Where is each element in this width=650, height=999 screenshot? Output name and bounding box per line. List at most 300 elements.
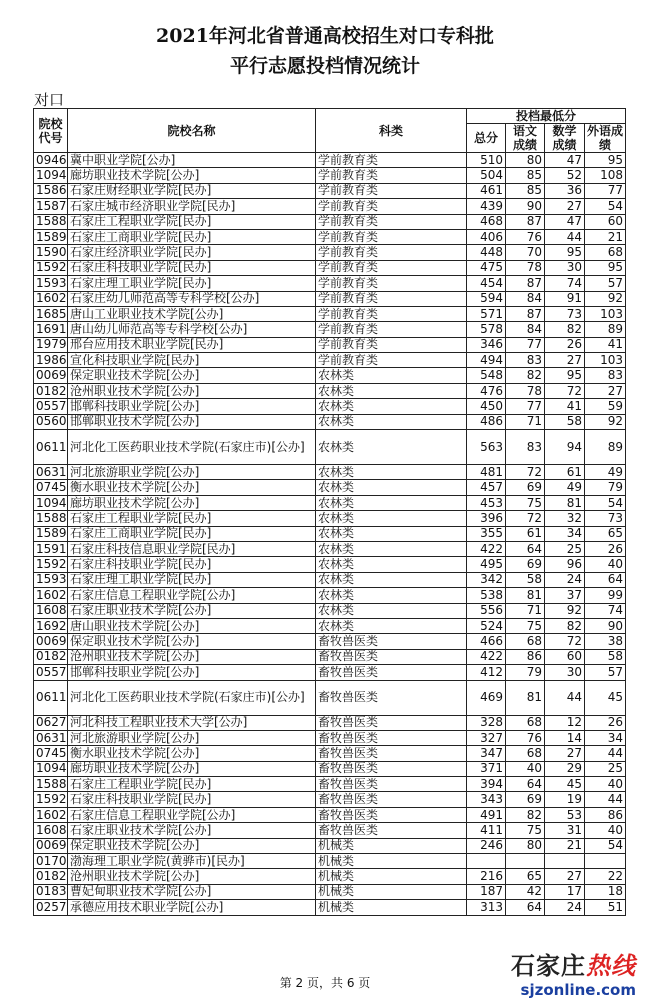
cell-chinese: 72	[506, 511, 545, 526]
cell-math: 44	[545, 680, 585, 715]
cell-chinese: 68	[506, 746, 545, 761]
cell-category: 学前教育类	[316, 337, 467, 352]
cell-chinese: 65	[506, 869, 545, 884]
table-row	[34, 665, 626, 680]
cell-chinese: 82	[506, 368, 545, 383]
cell-total: 486	[467, 414, 506, 429]
cell-foreign: 95	[585, 260, 626, 275]
cell-foreign: 89	[585, 430, 626, 465]
table-row	[34, 399, 626, 414]
cell-code: 0182	[34, 383, 68, 398]
cell-foreign	[585, 854, 626, 869]
cell-total: 411	[467, 823, 506, 838]
cell-foreign: 59	[585, 399, 626, 414]
cell-school-name: 石家庄工程职业学院[民办]	[68, 777, 316, 792]
cell-code: 1094	[34, 495, 68, 510]
cell-chinese: 81	[506, 680, 545, 715]
page-title: 2021年河北省普通高校招生对口专科批	[156, 25, 494, 47]
cell-code: 1602	[34, 807, 68, 822]
cell-math: 30	[545, 260, 585, 275]
cell-foreign: 18	[585, 884, 626, 899]
cell-school-name: 石家庄财经职业学院[民办]	[68, 183, 316, 198]
cell-total: 327	[467, 730, 506, 745]
cell-category: 畜牧兽医类	[316, 823, 467, 838]
table-row	[34, 414, 626, 429]
cell-math: 92	[545, 603, 585, 618]
cell-chinese: 87	[506, 276, 545, 291]
cell-code: 1592	[34, 792, 68, 807]
cell-foreign: 26	[585, 541, 626, 556]
cell-school-name: 衡水职业技术学院[公办]	[68, 480, 316, 495]
table-row	[34, 761, 626, 776]
cell-school-name: 石家庄工程职业学院[民办]	[68, 511, 316, 526]
cell-school-name: 石家庄职业技术学院[公办]	[68, 603, 316, 618]
cell-foreign: 64	[585, 572, 626, 587]
cell-code: 0170	[34, 854, 68, 869]
cell-total: 347	[467, 746, 506, 761]
cell-total: 355	[467, 526, 506, 541]
cell-category: 畜牧兽医类	[316, 792, 467, 807]
cell-category: 农林类	[316, 414, 467, 429]
cell-foreign: 60	[585, 214, 626, 229]
cell-chinese: 81	[506, 588, 545, 603]
cell-category: 农林类	[316, 588, 467, 603]
cell-math: 27	[545, 869, 585, 884]
cell-math: 58	[545, 414, 585, 429]
cell-foreign: 40	[585, 777, 626, 792]
header-chinese: 语文成绩	[506, 124, 545, 153]
cell-total: 371	[467, 761, 506, 776]
cell-school-name: 河北化工医药职业技术学院(石家庄市)[公办]	[68, 680, 316, 715]
cell-school-name: 石家庄幼儿师范高等专科学校[公办]	[68, 291, 316, 306]
cell-code: 1593	[34, 276, 68, 291]
cell-total: 461	[467, 183, 506, 198]
cell-foreign: 68	[585, 245, 626, 260]
cell-school-name: 石家庄理工职业学院[民办]	[68, 572, 316, 587]
cell-school-name: 渤海理工职业学院(黄骅市)[民办]	[68, 854, 316, 869]
cell-code: 1590	[34, 245, 68, 260]
cell-code: 1588	[34, 214, 68, 229]
table-row	[34, 465, 626, 480]
cell-chinese: 75	[506, 495, 545, 510]
cell-math: 96	[545, 557, 585, 572]
cell-category: 学前教育类	[316, 245, 467, 260]
cell-total: 216	[467, 869, 506, 884]
cell-code: 1586	[34, 183, 68, 198]
cell-category: 畜牧兽医类	[316, 665, 467, 680]
cell-school-name: 河北科技工程职业技术大学[公办]	[68, 715, 316, 730]
cell-chinese: 75	[506, 618, 545, 633]
cell-total: 481	[467, 465, 506, 480]
cell-foreign: 74	[585, 603, 626, 618]
cell-foreign: 90	[585, 618, 626, 633]
cell-category: 学前教育类	[316, 353, 467, 368]
cell-math: 95	[545, 368, 585, 383]
cell-category: 学前教育类	[316, 199, 467, 214]
cell-math: 37	[545, 588, 585, 603]
cell-total: 422	[467, 649, 506, 664]
cell-category: 畜牧兽医类	[316, 730, 467, 745]
cell-foreign: 65	[585, 526, 626, 541]
cell-category: 畜牧兽医类	[316, 761, 467, 776]
cell-math: 41	[545, 399, 585, 414]
table-row	[34, 480, 626, 495]
cell-foreign: 26	[585, 715, 626, 730]
cell-category: 学前教育类	[316, 183, 467, 198]
cell-code: 1588	[34, 511, 68, 526]
table-row	[34, 511, 626, 526]
table-row	[34, 588, 626, 603]
page-subtitle: 平行志愿投档情况统计	[229, 55, 420, 77]
cell-school-name: 石家庄理工职业学院[民办]	[68, 276, 316, 291]
cell-chinese: 61	[506, 526, 545, 541]
cell-total: 343	[467, 792, 506, 807]
cell-total: 469	[467, 680, 506, 715]
table-row	[34, 680, 626, 715]
cell-chinese: 76	[506, 229, 545, 244]
cell-school-name: 石家庄科技信息职业学院[民办]	[68, 541, 316, 556]
table-row	[34, 245, 626, 260]
cell-total: 448	[467, 245, 506, 260]
cell-math: 82	[545, 618, 585, 633]
cell-category: 畜牧兽医类	[316, 680, 467, 715]
cell-chinese: 71	[506, 603, 545, 618]
cell-foreign: 38	[585, 634, 626, 649]
cell-total: 394	[467, 777, 506, 792]
table-row	[34, 792, 626, 807]
cell-foreign: 86	[585, 807, 626, 822]
cell-total: 454	[467, 276, 506, 291]
cell-math: 82	[545, 322, 585, 337]
cell-code: 0631	[34, 465, 68, 480]
cell-category: 机械类	[316, 838, 467, 853]
table-row	[34, 368, 626, 383]
cell-math: 25	[545, 541, 585, 556]
cell-chinese: 77	[506, 399, 545, 414]
cell-math: 72	[545, 634, 585, 649]
cell-code: 0183	[34, 884, 68, 899]
cell-chinese: 71	[506, 414, 545, 429]
cell-code: 0069	[34, 838, 68, 853]
cell-chinese: 85	[506, 168, 545, 183]
cell-category: 学前教育类	[316, 168, 467, 183]
table-row	[34, 260, 626, 275]
header-code: 院校代号	[34, 109, 68, 153]
cell-math: 91	[545, 291, 585, 306]
cell-total: 571	[467, 306, 506, 321]
cell-chinese: 69	[506, 480, 545, 495]
cell-total: 578	[467, 322, 506, 337]
cell-total: 450	[467, 399, 506, 414]
cell-chinese: 58	[506, 572, 545, 587]
cell-school-name: 沧州职业技术学院[公办]	[68, 649, 316, 664]
cell-chinese: 78	[506, 260, 545, 275]
watermark-logo	[511, 946, 636, 999]
table-row	[34, 153, 626, 168]
cell-chinese: 75	[506, 823, 545, 838]
cell-category: 学前教育类	[316, 306, 467, 321]
cell-category: 畜牧兽医类	[316, 746, 467, 761]
cell-math: 95	[545, 245, 585, 260]
cell-code: 1587	[34, 199, 68, 214]
cell-school-name: 承德应用技术职业学院[公办]	[68, 900, 316, 915]
cell-foreign: 77	[585, 183, 626, 198]
cell-foreign: 41	[585, 337, 626, 352]
cell-chinese	[506, 854, 545, 869]
cell-math: 74	[545, 276, 585, 291]
cell-school-name: 衡水职业技术学院[公办]	[68, 746, 316, 761]
cell-chinese: 84	[506, 291, 545, 306]
cell-total: 396	[467, 511, 506, 526]
cell-category: 农林类	[316, 495, 467, 510]
cell-school-name: 唐山工业职业技术学院[公办]	[68, 306, 316, 321]
cell-school-name: 石家庄科技职业学院[民办]	[68, 260, 316, 275]
cell-foreign: 34	[585, 730, 626, 745]
cell-category: 学前教育类	[316, 214, 467, 229]
table-row	[34, 603, 626, 618]
cell-category: 农林类	[316, 603, 467, 618]
cell-school-name: 石家庄工程职业学院[民办]	[68, 214, 316, 229]
cell-chinese: 64	[506, 541, 545, 556]
cell-code: 0745	[34, 746, 68, 761]
cell-chinese: 87	[506, 306, 545, 321]
cell-foreign: 54	[585, 495, 626, 510]
cell-total: 422	[467, 541, 506, 556]
cell-total: 412	[467, 665, 506, 680]
cell-chinese: 64	[506, 777, 545, 792]
cell-math: 14	[545, 730, 585, 745]
cell-foreign: 44	[585, 792, 626, 807]
cell-code: 1589	[34, 526, 68, 541]
cell-code: 1591	[34, 541, 68, 556]
cell-chinese: 68	[506, 634, 545, 649]
cell-total: 406	[467, 229, 506, 244]
page-footer: 第 2 页，共 6 页	[279, 976, 371, 990]
cell-total: 475	[467, 260, 506, 275]
table-row	[34, 838, 626, 853]
cell-code: 1602	[34, 291, 68, 306]
cell-math: 47	[545, 153, 585, 168]
cell-chinese: 84	[506, 322, 545, 337]
cell-code: 1685	[34, 306, 68, 321]
table-row	[34, 353, 626, 368]
cell-category: 机械类	[316, 900, 467, 915]
table-row	[34, 541, 626, 556]
cell-chinese: 80	[506, 838, 545, 853]
cell-foreign: 57	[585, 276, 626, 291]
header-foreign: 外语成绩	[585, 124, 626, 153]
cell-foreign: 21	[585, 229, 626, 244]
header-type: 科类	[316, 109, 467, 153]
cell-foreign: 73	[585, 511, 626, 526]
cell-code: 1608	[34, 603, 68, 618]
cell-code: 0069	[34, 368, 68, 383]
cell-foreign: 58	[585, 649, 626, 664]
cell-school-name: 沧州职业技术学院[公办]	[68, 383, 316, 398]
cell-total: 468	[467, 214, 506, 229]
header-total: 总分	[467, 124, 506, 153]
table-row	[34, 884, 626, 899]
cell-foreign: 83	[585, 368, 626, 383]
cell-code: 0745	[34, 480, 68, 495]
cell-chinese: 80	[506, 153, 545, 168]
cell-school-name: 廊坊职业技术学院[公办]	[68, 495, 316, 510]
table-row	[34, 383, 626, 398]
cell-category: 农林类	[316, 618, 467, 633]
cell-code: 0611	[34, 680, 68, 715]
cell-category: 农林类	[316, 511, 467, 526]
table-row	[34, 430, 626, 465]
cell-chinese: 82	[506, 807, 545, 822]
cell-total: 439	[467, 199, 506, 214]
cell-foreign: 22	[585, 869, 626, 884]
table-row	[34, 715, 626, 730]
cell-code: 0631	[34, 730, 68, 745]
cell-chinese: 77	[506, 337, 545, 352]
table-row	[34, 807, 626, 822]
cell-school-name: 保定职业技术学院[公办]	[68, 634, 316, 649]
cell-total: 313	[467, 900, 506, 915]
cell-math: 53	[545, 807, 585, 822]
cell-foreign: 89	[585, 322, 626, 337]
cell-chinese: 76	[506, 730, 545, 745]
cell-math: 72	[545, 383, 585, 398]
cell-category: 机械类	[316, 884, 467, 899]
cell-chinese: 87	[506, 214, 545, 229]
cell-total: 504	[467, 168, 506, 183]
cell-category: 畜牧兽医类	[316, 649, 467, 664]
cell-category: 机械类	[316, 869, 467, 884]
cell-chinese: 64	[506, 900, 545, 915]
cell-school-name: 石家庄工商职业学院[民办]	[68, 229, 316, 244]
cell-code: 0557	[34, 399, 68, 414]
cell-math: 45	[545, 777, 585, 792]
cell-category: 农林类	[316, 541, 467, 556]
cell-foreign: 103	[585, 353, 626, 368]
cell-foreign: 54	[585, 199, 626, 214]
cell-chinese: 68	[506, 715, 545, 730]
cell-code: 1602	[34, 588, 68, 603]
cell-code: 0560	[34, 414, 68, 429]
section-label: 对口	[34, 91, 65, 109]
cell-math: 27	[545, 199, 585, 214]
cell-math	[545, 854, 585, 869]
cell-school-name: 冀中职业学院[公办]	[68, 153, 316, 168]
cell-total: 510	[467, 153, 506, 168]
cell-school-name: 廊坊职业技术学院[公办]	[68, 761, 316, 776]
cell-foreign: 92	[585, 414, 626, 429]
cell-total: 494	[467, 353, 506, 368]
cell-category: 畜牧兽医类	[316, 715, 467, 730]
cell-category: 农林类	[316, 368, 467, 383]
header-name: 院校名称	[68, 109, 316, 153]
table-row	[34, 291, 626, 306]
cell-category: 学前教育类	[316, 291, 467, 306]
cell-total: 495	[467, 557, 506, 572]
cell-category: 农林类	[316, 526, 467, 541]
cell-total: 187	[467, 884, 506, 899]
cell-total: 342	[467, 572, 506, 587]
cell-math: 24	[545, 900, 585, 915]
table-row	[34, 322, 626, 337]
cell-math: 30	[545, 665, 585, 680]
table-row	[34, 730, 626, 745]
cell-foreign: 54	[585, 838, 626, 853]
cell-foreign: 49	[585, 465, 626, 480]
cell-category: 学前教育类	[316, 276, 467, 291]
table-row	[34, 649, 626, 664]
watermark-name: 石家庄热线	[511, 951, 636, 980]
cell-school-name: 唐山幼儿师范高等专科学校[公办]	[68, 322, 316, 337]
cell-school-name: 曹妃甸职业技术学院[公办]	[68, 884, 316, 899]
cell-code: 1094	[34, 168, 68, 183]
table-row	[34, 168, 626, 183]
table-row	[34, 869, 626, 884]
watermark-url: sjzonline.com	[520, 981, 636, 999]
table-row	[34, 634, 626, 649]
cell-foreign: 92	[585, 291, 626, 306]
cell-math: 24	[545, 572, 585, 587]
cell-code: 1592	[34, 557, 68, 572]
cell-code: 1588	[34, 777, 68, 792]
cell-math: 47	[545, 214, 585, 229]
cell-category: 畜牧兽医类	[316, 777, 467, 792]
cell-foreign: 27	[585, 383, 626, 398]
cell-code: 1986	[34, 353, 68, 368]
cell-math: 27	[545, 353, 585, 368]
cell-school-name: 石家庄信息工程职业学院[公办]	[68, 588, 316, 603]
cell-category: 学前教育类	[316, 322, 467, 337]
table-row	[34, 495, 626, 510]
cell-total: 346	[467, 337, 506, 352]
cell-total: 538	[467, 588, 506, 603]
cell-foreign: 40	[585, 557, 626, 572]
cell-foreign: 44	[585, 746, 626, 761]
cell-total	[467, 854, 506, 869]
cell-total: 246	[467, 838, 506, 853]
cell-category: 畜牧兽医类	[316, 634, 467, 649]
cell-total: 548	[467, 368, 506, 383]
cell-total: 524	[467, 618, 506, 633]
cell-school-name: 石家庄科技职业学院[民办]	[68, 792, 316, 807]
cell-total: 476	[467, 383, 506, 398]
cell-math: 60	[545, 649, 585, 664]
cell-total: 466	[467, 634, 506, 649]
table-row	[34, 823, 626, 838]
cell-school-name: 邢台应用技术职业学院[民办]	[68, 337, 316, 352]
cell-total: 453	[467, 495, 506, 510]
cell-category: 农林类	[316, 572, 467, 587]
cell-code: 1592	[34, 260, 68, 275]
cell-category: 农林类	[316, 480, 467, 495]
cell-school-name: 河北旅游职业学院[公办]	[68, 730, 316, 745]
table-row	[34, 276, 626, 291]
table-row	[34, 306, 626, 321]
cell-category: 学前教育类	[316, 229, 467, 244]
cell-code: 0627	[34, 715, 68, 730]
cell-foreign: 40	[585, 823, 626, 838]
cell-math: 73	[545, 306, 585, 321]
cell-category: 农林类	[316, 430, 467, 465]
cell-code: 0069	[34, 634, 68, 649]
table-row	[34, 854, 626, 869]
cell-code: 1979	[34, 337, 68, 352]
cell-foreign: 99	[585, 588, 626, 603]
cell-foreign: 45	[585, 680, 626, 715]
table-row	[34, 557, 626, 572]
cell-math: 27	[545, 746, 585, 761]
table-row	[34, 214, 626, 229]
